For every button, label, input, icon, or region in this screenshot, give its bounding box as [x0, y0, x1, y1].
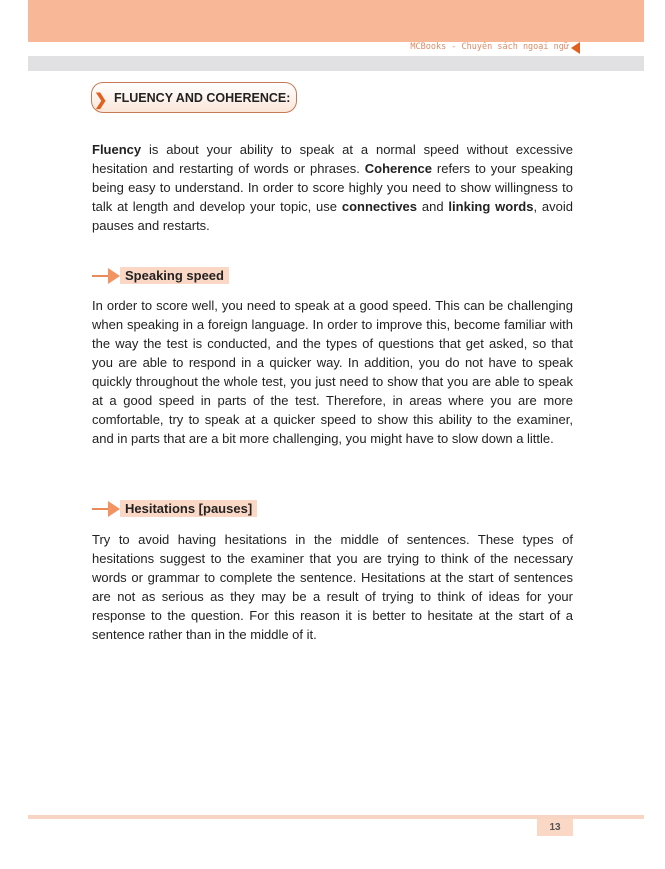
speaking-speed-paragraph: In order to score well, you need to speak at a good speed. This can be challenging when speaking in a foreign language. In order to improve this, become familiar with the way the test is conducted, and the types of questions that get asked, so that you are able to respond in a quicker way. In addition, you do not have to speak quickly throughout the whole test, you just need to show that you are able to speak at a good speed in parts of the test. Therefore, in areas where you are more comfortable, try to speak at a quicker speed to show this ability to the examiner, and in parts that are a bit more challenging, you might have to slow down a little.: [92, 298, 573, 446]
hesitations-paragraph: Try to avoid having hesitations in the middle of sentences. These types of hesitations suggest to the examiner that you are trying to think of the necessary words or grammar to complete the sentence. Hesitations at the start of sentences are not as serious as they may be a result of trying to think of ideas for your response to the question. For this reason it is better to hesitate at the start of a sentence rather than in the middle of it.: [92, 532, 573, 642]
text-run: is about your ability to speak at a normal speed without excessive hesitation and restarting of words or phrases.: [92, 142, 573, 176]
section-title: FLUENCY AND COHERENCE:: [114, 91, 291, 105]
text-run: refers to your speaking being easy to understand. In order to score highly you need to show willingness to talk at length and develop your topic, use: [92, 161, 573, 214]
subsection-title: Speaking speed: [120, 267, 229, 284]
subsection-title: Hesitations [pauses]: [120, 500, 257, 517]
section-title-badge: [91, 82, 297, 113]
gray-band: [28, 56, 644, 71]
header-band: [28, 0, 644, 42]
arrow-right-icon: [108, 268, 120, 284]
bold-term: connectives: [341, 199, 418, 214]
intro-paragraph: [92, 140, 573, 235]
text-run: and: [417, 199, 449, 214]
page-number: 13: [537, 819, 573, 836]
triangle-left-icon: [571, 42, 580, 54]
text-run: , avoid pauses and restarts.: [92, 199, 573, 233]
running-head: MCBooks - Chuyên sách ngoại ngữ: [410, 42, 569, 52]
bold-term: Coherence: [364, 161, 432, 176]
bold-term: Fluency: [92, 142, 142, 157]
bold-term: linking words: [448, 199, 534, 214]
arrow-right-icon: [108, 501, 120, 517]
chevron-right-icon: ❯: [94, 92, 108, 109]
